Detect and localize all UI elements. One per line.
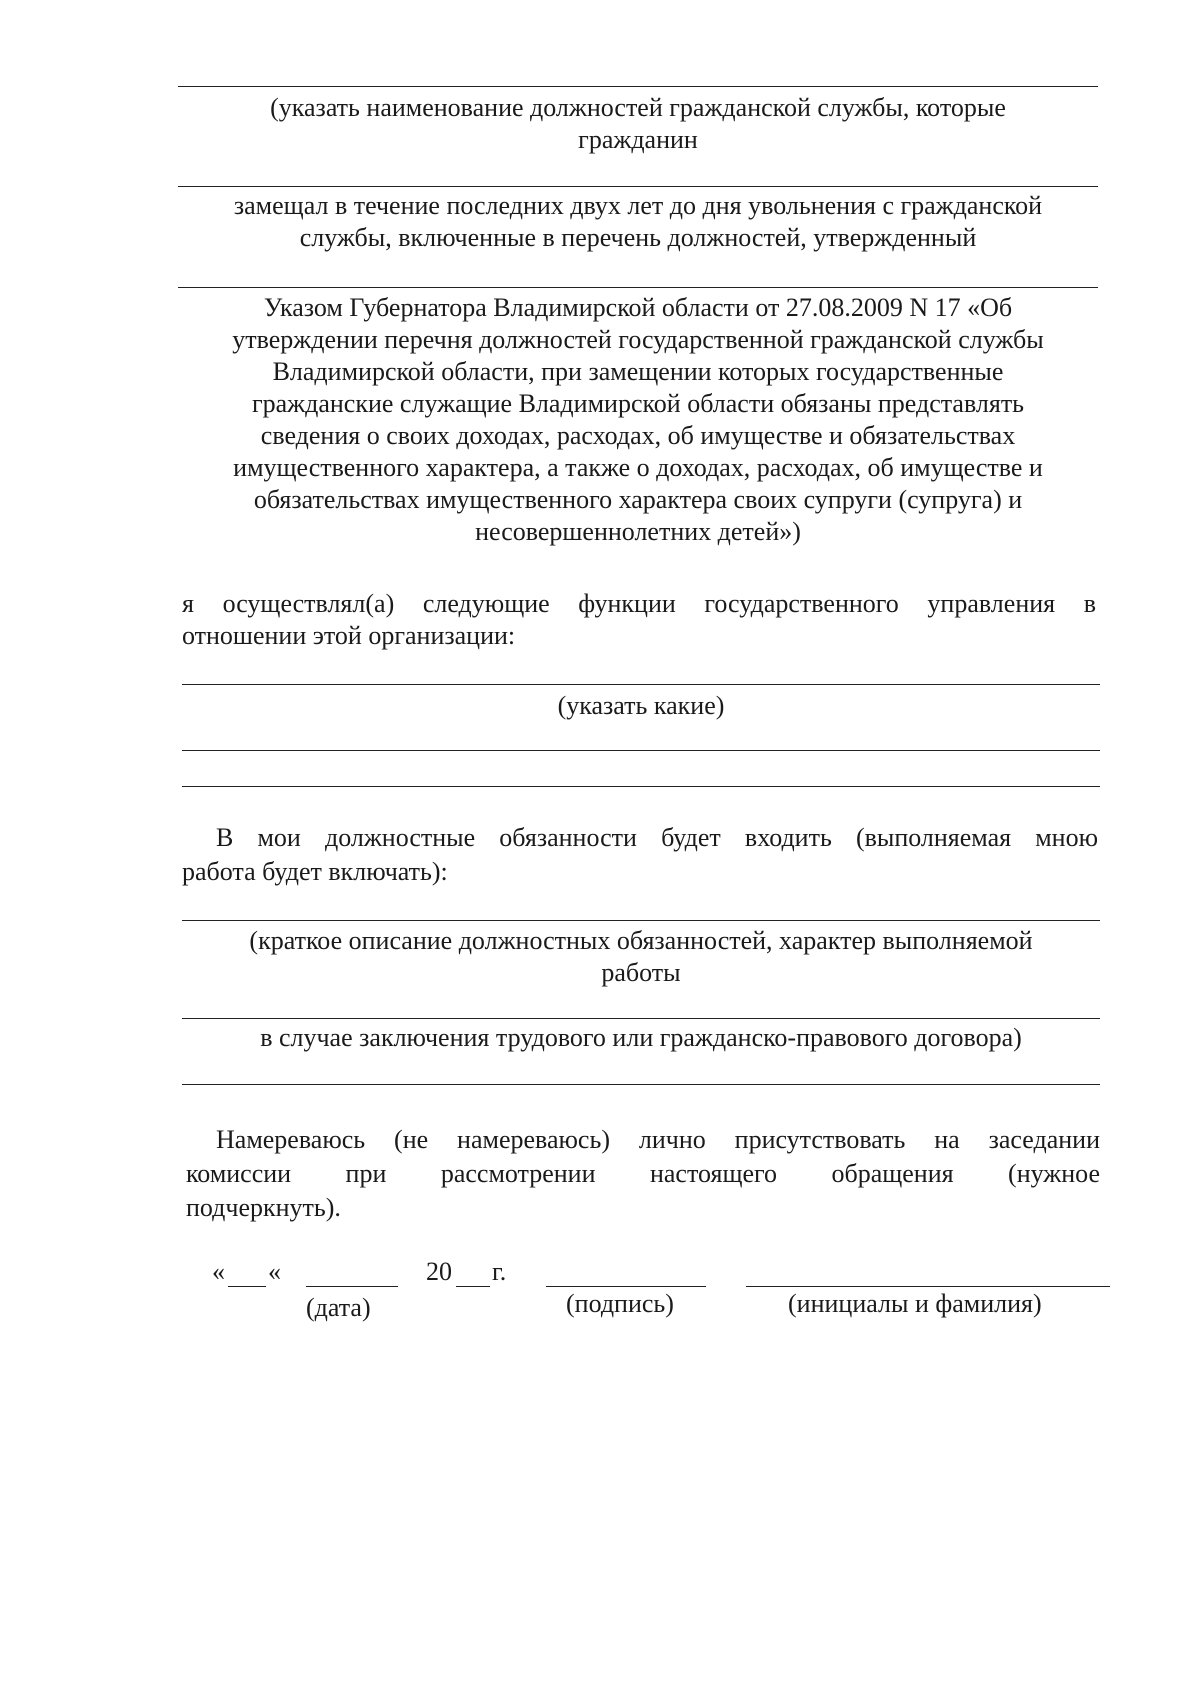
decree-line-7: обязательствах имущественного характера своих супруги (супруга) и [253, 485, 1023, 514]
date-quote-open: « [212, 1257, 225, 1286]
signature-blank [546, 1286, 706, 1287]
year-prefix: 20 [426, 1257, 452, 1286]
fill-line [182, 750, 1100, 751]
date-caption: (дата) [306, 1293, 371, 1322]
hint-contract: в случае заключения трудового или гражданско-правового договора) [260, 1023, 1022, 1052]
name-blank [746, 1286, 1110, 1287]
fill-line [182, 920, 1100, 921]
intent-line-2: комиссии при рассмотрении настоящего обращения (нужное [186, 1159, 1100, 1188]
day-blank [228, 1286, 266, 1287]
year-suffix: г. [492, 1257, 507, 1286]
decree-line-8: несовершеннолетних детей») [475, 517, 801, 546]
hint-duties-line-1: (краткое описание должностных обязанностей, характер выполняемой [249, 926, 1033, 955]
hint-which: (указать какие) [557, 691, 725, 720]
fill-line [178, 186, 1098, 187]
hint-positions-line-2: гражданин [578, 125, 698, 154]
fill-line [182, 1084, 1100, 1085]
duties-line-1: В мои должностные обязанности будет входить (выполняемая мною [216, 823, 1098, 852]
functions-line-1: я осуществлял(а) следующие функции государственного управления в [182, 589, 1096, 618]
decree-line-4: гражданские служащие Владимирской области обязаны представлять [251, 389, 1025, 418]
fill-line [178, 86, 1098, 87]
hint-positions-2-line-2: службы, включенные в перечень должностей, утвержденный [299, 223, 977, 252]
intent-line-1: Намереваюсь (не намереваюсь) лично присутствовать на заседании [216, 1125, 1100, 1154]
fill-line [182, 684, 1100, 685]
name-caption: (инициалы и фамилия) [788, 1289, 1042, 1318]
hint-duties-line-2: работы [601, 958, 681, 987]
fill-line [182, 786, 1100, 787]
intent-line-3: подчеркнуть). [186, 1193, 341, 1222]
hint-positions-2-line-1: замещал в течение последних двух лет до дня увольнения с гражданской [233, 191, 1043, 220]
decree-line-2: утверждении перечня должностей государственной гражданской службы [232, 325, 1044, 354]
fill-line [178, 287, 1098, 288]
decree-line-1: Указом Губернатора Владимирской области от 27.08.2009 N 17 «Об [263, 293, 1013, 322]
duties-line-2: работа будет включать): [182, 857, 448, 886]
year-blank [456, 1286, 490, 1287]
fill-line [182, 1018, 1100, 1019]
date-quote-close: « [268, 1257, 281, 1286]
decree-line-5: сведения о своих доходах, расходах, об имуществе и обязательствах [260, 421, 1016, 450]
month-blank [306, 1286, 398, 1287]
decree-line-6: имущественного характера, а также о доходах, расходах, об имуществе и [233, 453, 1043, 482]
decree-line-3: Владимирской области, при замещении которых государственные [272, 357, 1004, 386]
hint-positions-line-1: (указать наименование должностей гражданской службы, которые [270, 93, 1006, 122]
functions-line-2: отношении этой организации: [182, 621, 516, 650]
signature-caption: (подпись) [566, 1289, 674, 1318]
